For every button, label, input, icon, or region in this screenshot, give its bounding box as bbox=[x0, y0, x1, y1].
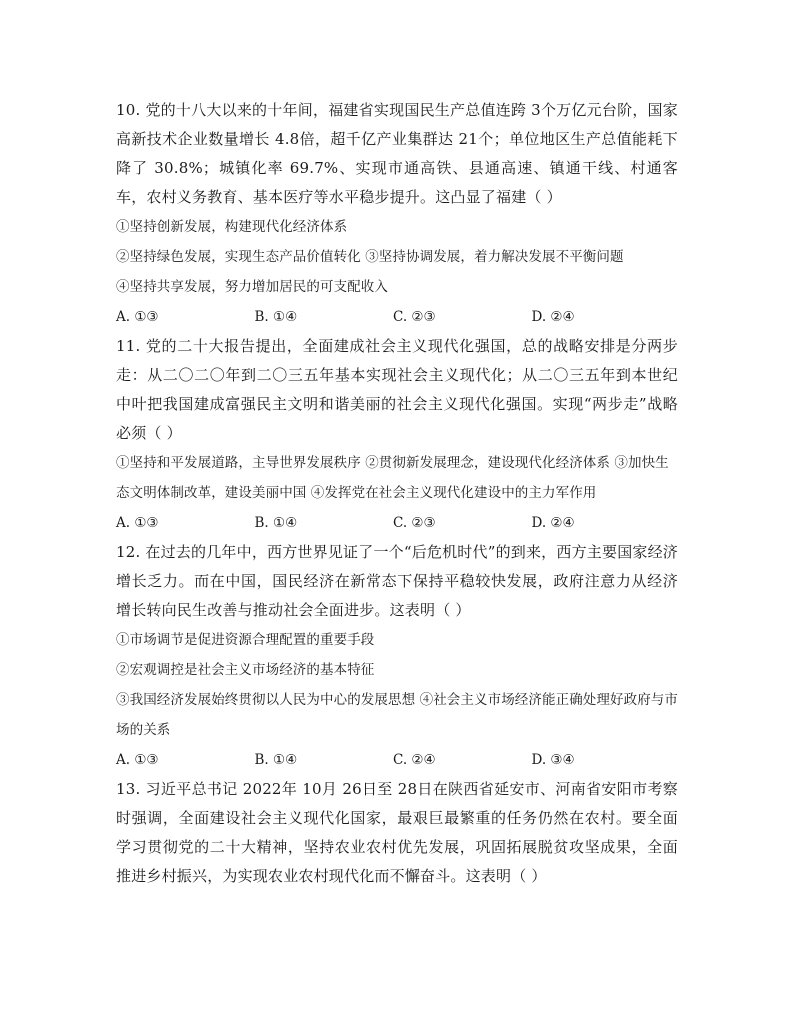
statement: ①坚持和平发展道路，主导世界发展秩序 ②贯彻新发展理念，建设现代化经济体系 ③加快生态文明体制改革，建设美丽中国 ④发挥党在社会主义现代化建设中的主力军作用 bbox=[116, 455, 669, 501]
option-a[interactable]: A. ①③ bbox=[116, 515, 159, 531]
option-b[interactable]: B. ①④ bbox=[254, 515, 298, 531]
question-10 bbox=[116, 96, 678, 332]
statement: ③我国经济发展始终贯彻以人民为中心的发展思想 ④社会主义市场经济能正确处理好政府与市场的关系 bbox=[116, 692, 678, 738]
option-c[interactable]: C. ②③ bbox=[393, 515, 436, 531]
option-d[interactable]: D. ②④ bbox=[531, 515, 575, 531]
question-stem: 10. 党的十八大以来的十年间，福建省实现国民生产总值连跨 3个万亿元台阶，国家高新技术企业数量增长 4.8倍，超千亿产业集群达 21个；单位地区生产总值能耗下降了 30.8%；城镇化率 69.7%、实现市通高铁、县通高速、镇通干线、村通客车，农村义务教育、基本医疗等水平稳步提升。这凸显了福建（ ） bbox=[116, 101, 678, 206]
options-row bbox=[116, 745, 678, 775]
option-d[interactable]: D. ②④ bbox=[531, 309, 575, 325]
exam-page bbox=[116, 96, 678, 891]
statement: ①坚持创新发展，构建现代化经济体系 bbox=[116, 219, 348, 235]
statement: ④坚持共享发展，努力增加居民的可支配收入 bbox=[116, 279, 388, 295]
option-b[interactable]: B. ①④ bbox=[254, 752, 298, 768]
question-13 bbox=[116, 775, 678, 891]
statement: ①市场调节是促进资源合理配置的重要手段 bbox=[116, 632, 375, 648]
question-stem: 13. 习近平总书记 2022年 10月 26日至 28日在陕西省延安市、河南省安阳市考察时强调，全面建设社会主义现代化国家，最艰巨最繁重的任务仍然在农村。要全面学习贯彻党的二十大精神，坚持农业农村优先发展，巩固拓展脱贫攻坚成果，全面推进乡村振兴，为实现农业农村现代化而不懈奋斗。这表明（ ） bbox=[116, 780, 678, 885]
options-row bbox=[116, 508, 678, 538]
option-a[interactable]: A. ①③ bbox=[116, 309, 159, 325]
option-b[interactable]: B. ①④ bbox=[254, 309, 298, 325]
option-a[interactable]: A. ①③ bbox=[116, 752, 159, 768]
option-d[interactable]: D. ③④ bbox=[531, 752, 575, 768]
question-11 bbox=[116, 332, 678, 538]
option-c[interactable]: C. ②④ bbox=[393, 752, 436, 768]
question-stem: 12. 在过去的几年中，西方世界见证了一个“后危机时代”的到来，西方主要国家经济增长乏力。而在中国，国民经济在新常态下保持平稳较快发展，政府注意力从经济增长转向民生改善与推动社会全面进步。这表明（ ） bbox=[116, 543, 678, 619]
options-row bbox=[116, 302, 678, 332]
statement: ②宏观调控是社会主义市场经济的基本特征 bbox=[116, 662, 375, 678]
question-stem: 11. 党的二十大报告提出，全面建成社会主义现代化强国，总的战略安排是分两步走：从二〇二〇年到二〇三五年基本实现社会主义现代化；从二〇三五年到本世纪中叶把我国建成富强民主文明和谐美丽的社会主义现代化强国。实现“两步走”战略必须（ ） bbox=[116, 337, 678, 442]
option-c[interactable]: C. ②③ bbox=[393, 309, 436, 325]
statement: ②坚持绿色发展，实现生态产品价值转化 ③坚持协调发展，着力解决发展不平衡问题 bbox=[116, 249, 624, 265]
question-12 bbox=[116, 538, 678, 775]
